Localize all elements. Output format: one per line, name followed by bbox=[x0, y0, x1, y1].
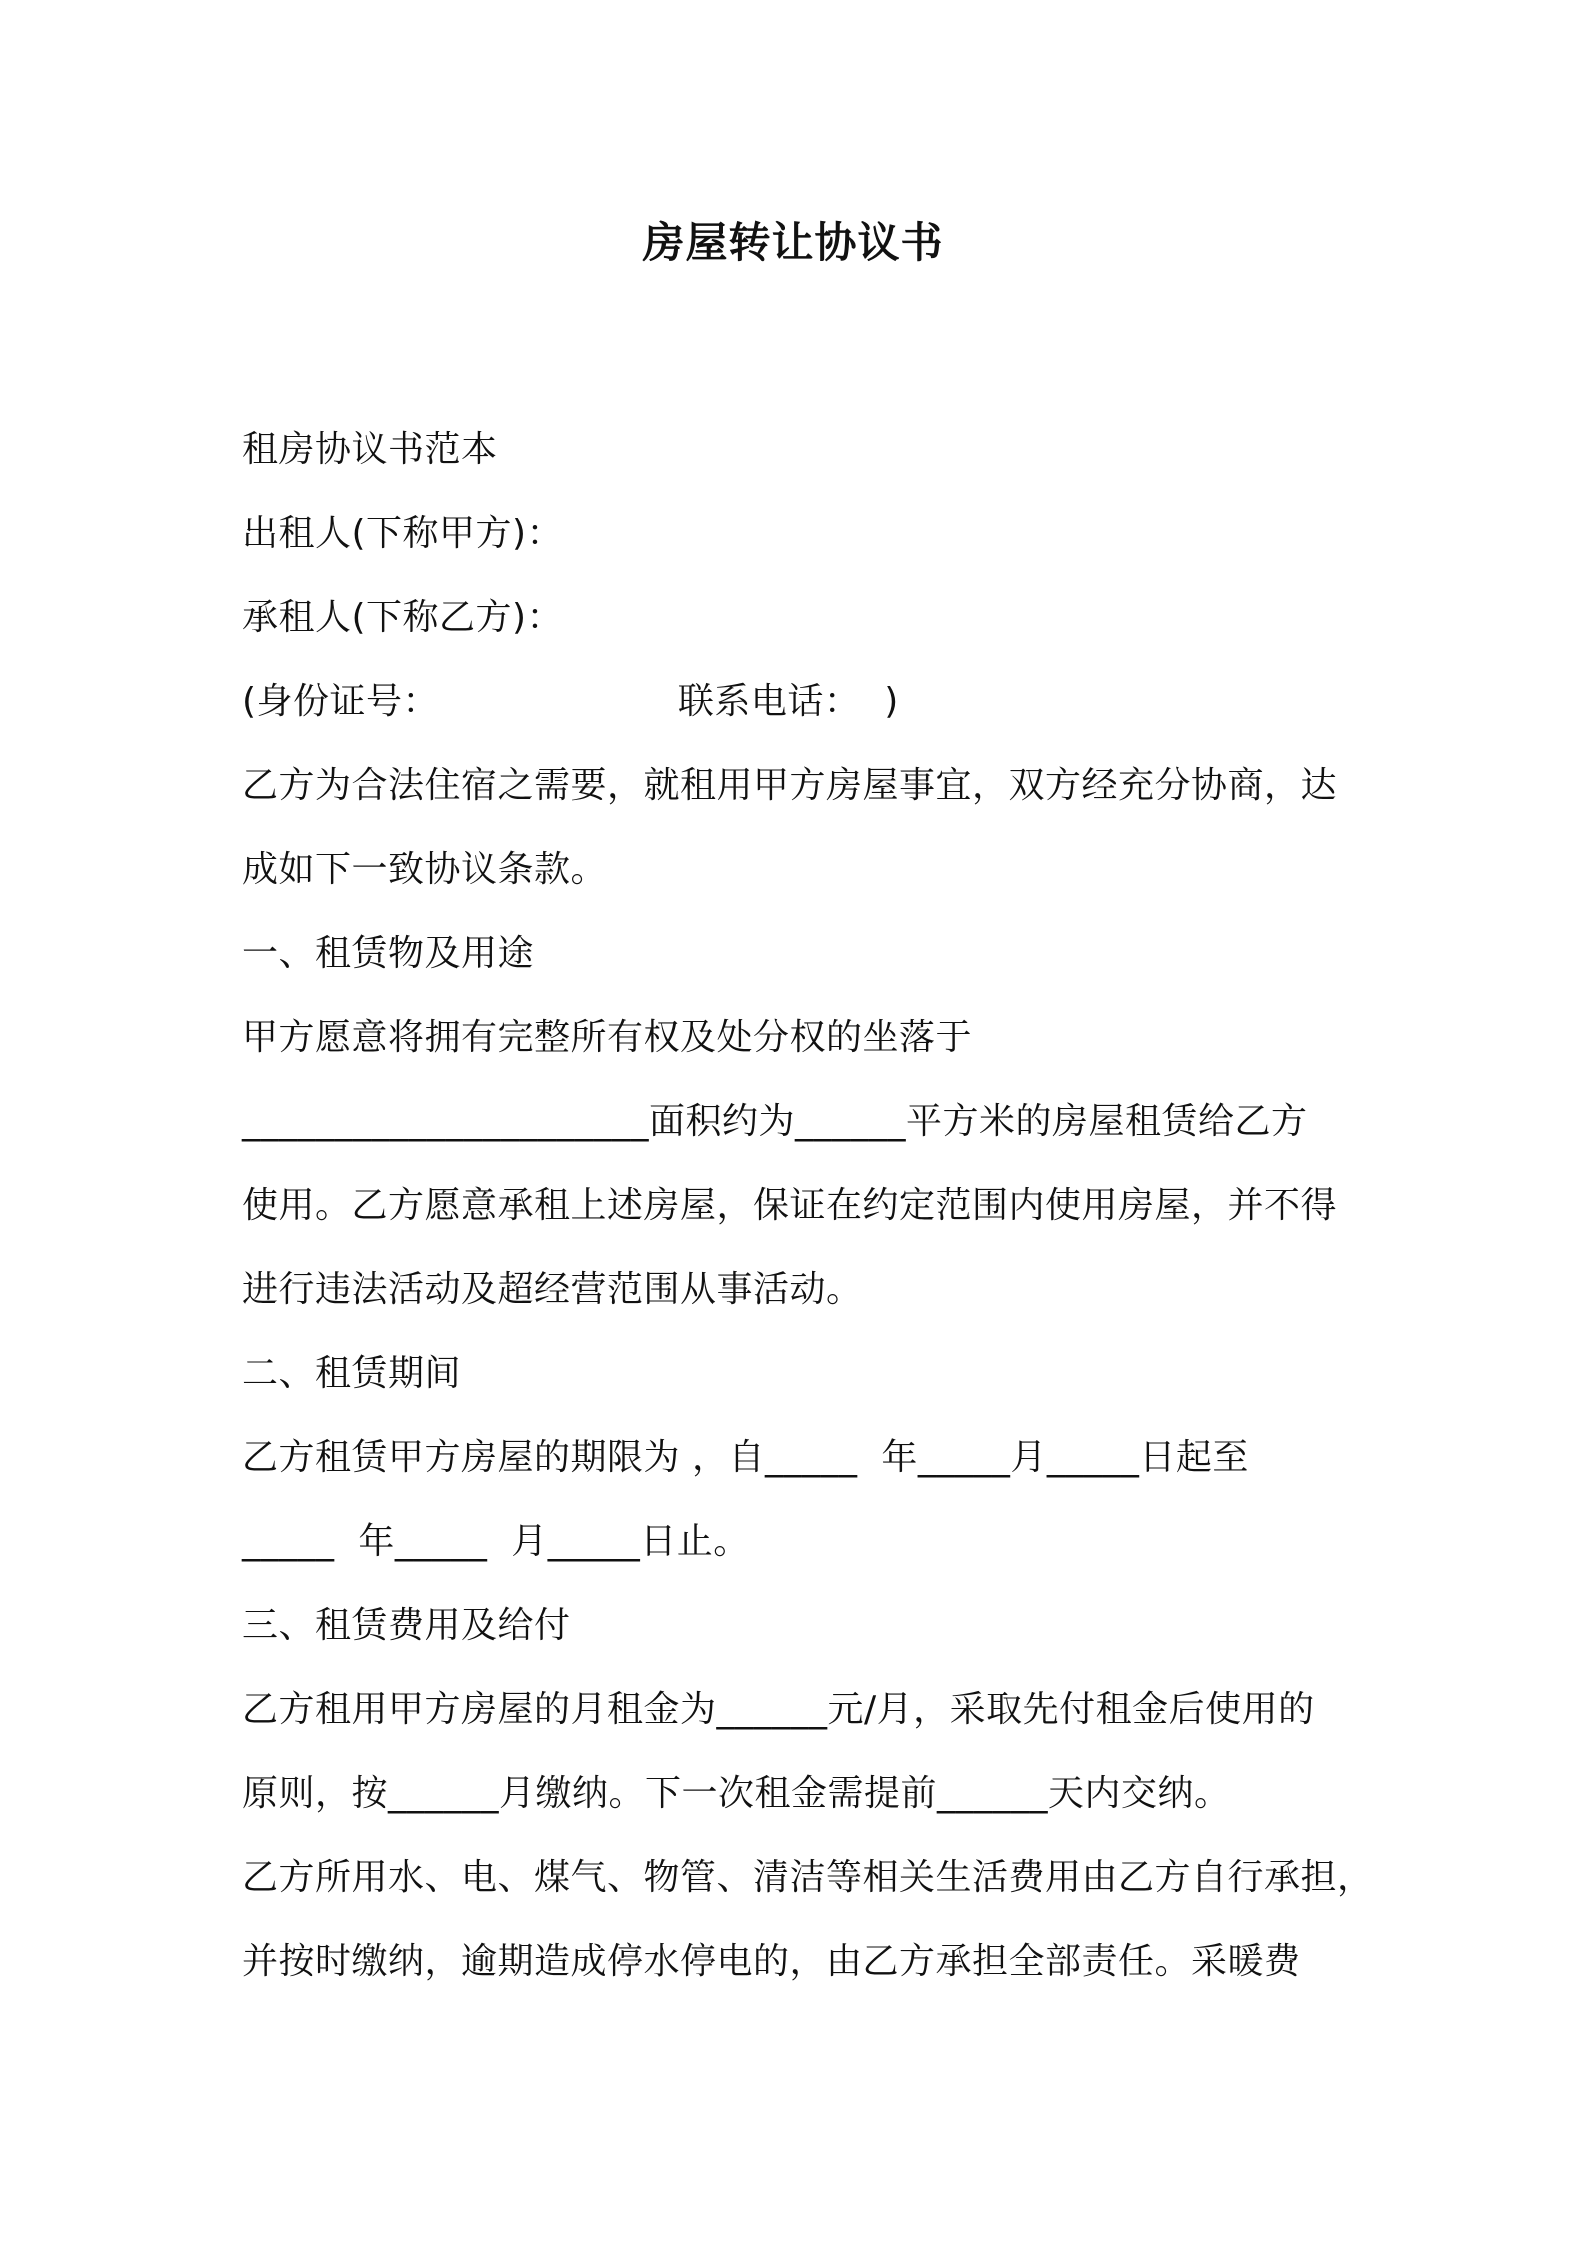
section-heading: 二、租赁期间 bbox=[242, 1353, 462, 1394]
subtitle-line: 租房协议书范本 bbox=[242, 429, 498, 470]
paragraph-line: 原则，按______月缴纳。下一次租金需提前______天内交纳。 bbox=[242, 1773, 1231, 1814]
paragraph-line: 并按时缴纳，逾期造成停水停电的，由乙方承担全部责任。采暖费 bbox=[242, 1941, 1301, 1982]
section-heading: 一、租赁物及用途 bbox=[242, 933, 535, 974]
document-body bbox=[242, 408, 1374, 2004]
paragraph-line: 成如下一致协议条款。 bbox=[242, 849, 608, 890]
paragraph-line: _____ 年_____ 月_____日止。 bbox=[242, 1521, 750, 1562]
paragraph-line: 甲方愿意将拥有完整所有权及处分权的坐落于 bbox=[242, 1017, 973, 1058]
paragraph-line: 乙方为合法住宿之需要，就租用甲方房屋事宜，双方经充分协商，达 bbox=[242, 765, 1338, 806]
paragraph-line: 乙方租赁甲方房屋的期限为 ，自_____ 年_____月_____日起至 bbox=[242, 1437, 1249, 1478]
paragraph-line: 进行违法活动及超经营范围从事活动。 bbox=[242, 1269, 863, 1310]
paragraph-line: 乙方租用甲方房屋的月租金为______元/月，采取先付租金后使用的 bbox=[242, 1689, 1315, 1730]
lessee-line: 承租人(下称乙方)： bbox=[242, 597, 564, 638]
id-phone-line: (身份证号： 联系电话： ) bbox=[242, 681, 899, 722]
paragraph-line: ______________________面积约为______平方米的房屋租赁给乙方 bbox=[242, 1101, 1308, 1142]
paragraph-line: 乙方所用水、电、煤气、物管、清洁等相关生活费用由乙方自行承担， bbox=[242, 1857, 1374, 1898]
paragraph-line: 使用。乙方愿意承租上述房屋，保证在约定范围内使用房屋，并不得 bbox=[242, 1185, 1338, 1226]
lessor-line: 出租人(下称甲方)： bbox=[242, 513, 564, 554]
document-title: 房屋转让协议书 bbox=[642, 218, 944, 267]
section-heading: 三、租赁费用及给付 bbox=[242, 1605, 571, 1646]
